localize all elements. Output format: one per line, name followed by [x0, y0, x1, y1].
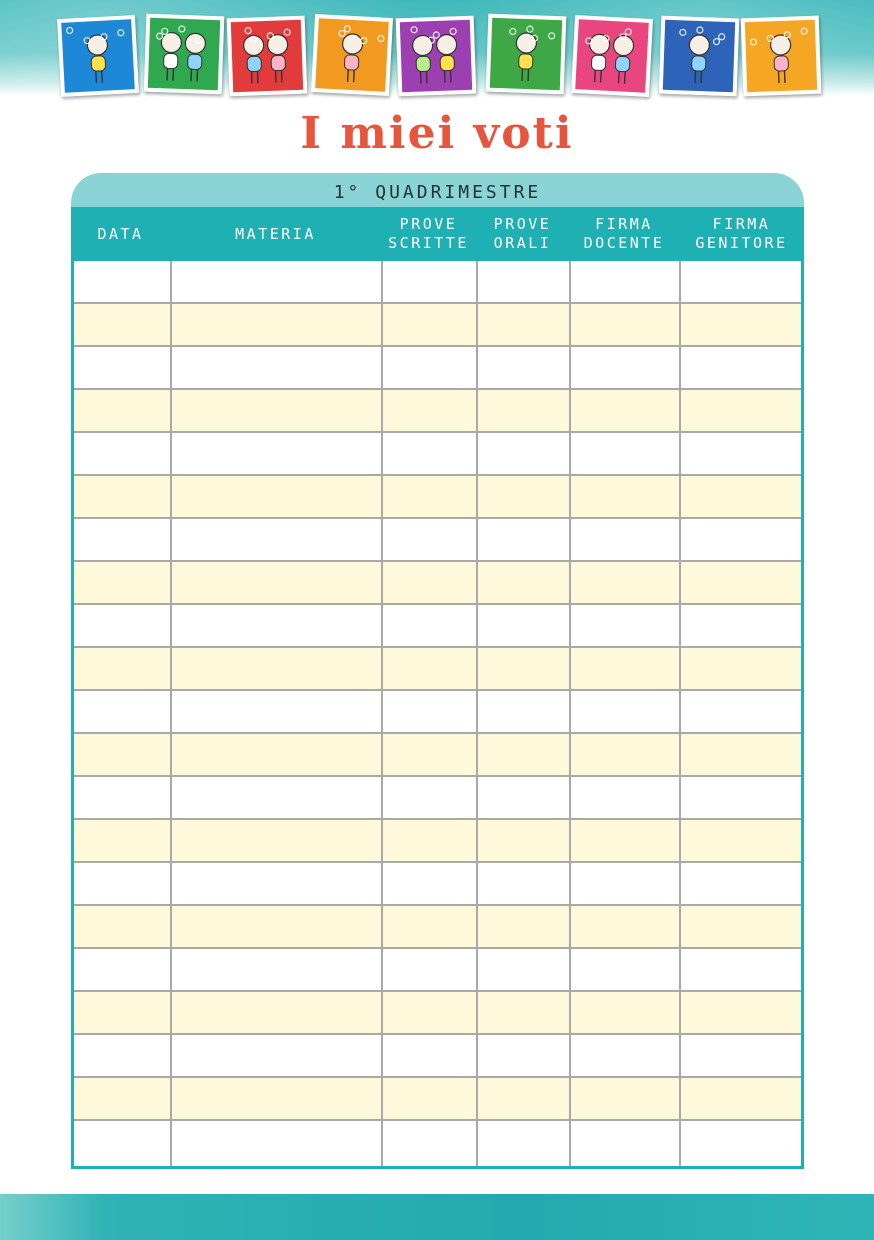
kid-with-tools-icon	[659, 16, 740, 97]
table-row	[74, 476, 801, 519]
column-divider	[170, 261, 172, 1169]
two-kids-holding-hands-icon	[396, 16, 477, 97]
illustration-strip	[0, 0, 874, 100]
header-line-2: GENITORE	[695, 234, 788, 252]
table-row	[74, 863, 801, 906]
header-line-1: FIRMA	[712, 215, 771, 233]
column-divider	[476, 261, 478, 1169]
header-line-1: FIRMA	[595, 215, 653, 233]
table-row	[74, 304, 801, 347]
table-row	[74, 261, 801, 304]
header-prove-scritte	[381, 207, 476, 261]
header-line-1: DATA	[97, 224, 144, 243]
column-divider	[569, 261, 571, 1169]
table-row	[74, 1035, 801, 1078]
table-row	[74, 949, 801, 992]
table-row	[74, 605, 801, 648]
table-row	[74, 347, 801, 390]
header-line-1: PROVE	[399, 215, 458, 233]
table-row	[74, 734, 801, 777]
table-row	[74, 433, 801, 476]
page-title: I miei voti	[300, 108, 574, 159]
two-kids-talking-icon	[227, 16, 308, 97]
column-divider	[381, 261, 383, 1169]
table-row	[74, 820, 801, 863]
table-header	[71, 207, 804, 261]
semester-label: 1° QUADRIMESTRE	[71, 173, 804, 207]
header-prove-orali	[476, 207, 569, 261]
bottom-decorative-band	[0, 1194, 874, 1240]
table-row	[74, 562, 801, 605]
header-firma-genitore	[679, 207, 804, 261]
kid-juggling-icon	[486, 14, 567, 95]
header-firma-docente	[569, 207, 679, 261]
kid-with-lightbulb-icon	[741, 16, 822, 97]
header-line-2: ORALI	[493, 234, 552, 252]
header-data	[71, 207, 170, 261]
table-row	[74, 1121, 801, 1164]
table-row	[74, 906, 801, 949]
kid-with-gears-icon	[57, 15, 139, 97]
header-line-2: SCRITTE	[388, 234, 469, 252]
kids-with-signpost-icon	[571, 15, 653, 97]
table-row	[74, 691, 801, 734]
column-divider	[679, 261, 681, 1169]
table-row	[74, 992, 801, 1035]
header-line-1: MATERIA	[235, 224, 316, 243]
table-body	[71, 261, 804, 1169]
table-row	[74, 777, 801, 820]
header-materia	[170, 207, 381, 261]
kid-with-mirror-icon	[144, 14, 225, 95]
table-row	[74, 648, 801, 691]
kid-with-scribbles-icon	[311, 14, 393, 96]
header-line-1: PROVE	[493, 215, 552, 233]
table-row	[74, 390, 801, 433]
grades-table	[71, 173, 804, 1169]
header-line-2: DOCENTE	[583, 234, 665, 252]
table-row	[74, 1078, 801, 1121]
table-row	[74, 519, 801, 562]
